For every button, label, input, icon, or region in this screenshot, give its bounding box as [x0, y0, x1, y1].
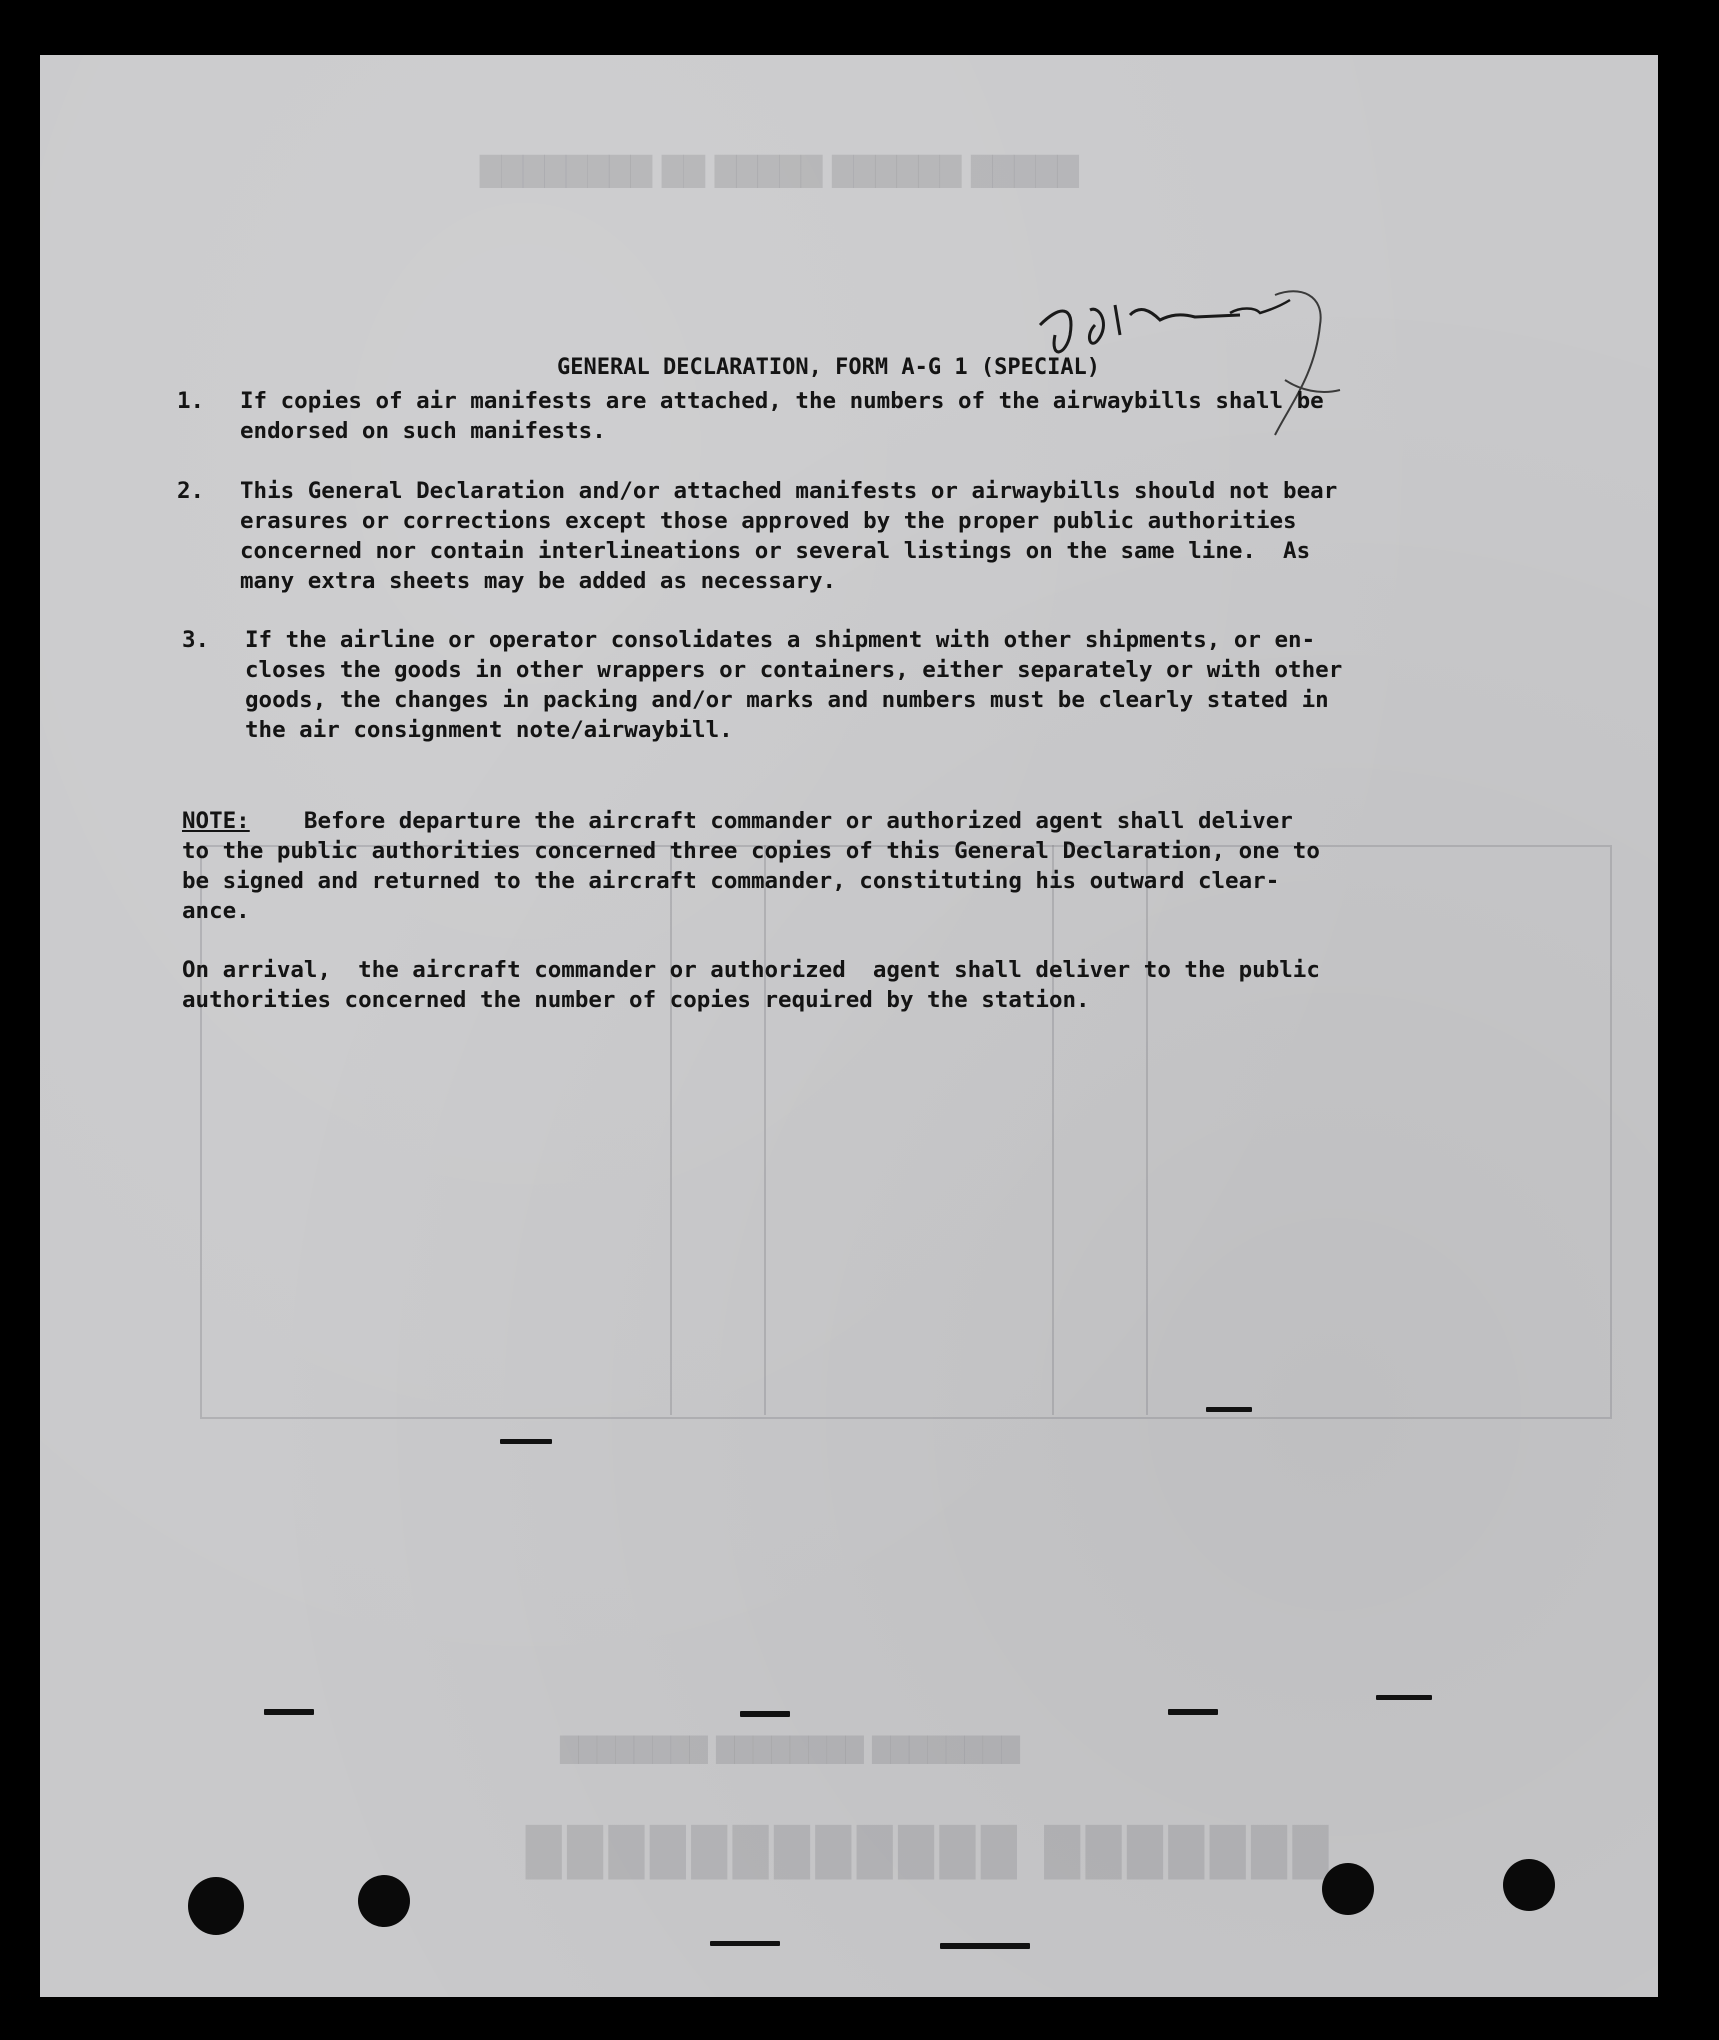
bleed-through-table	[200, 845, 1612, 1419]
item-line: This General Declaration and/or attached manifests or airwaybills should not bear	[240, 478, 1338, 504]
note-first-line	[182, 806, 1293, 836]
bleed-through-text: █████ ██████ █████ ██ ████████	[480, 155, 1079, 188]
note-label: NOTE:	[182, 808, 250, 834]
ink-speck	[940, 1943, 1030, 1949]
ink-speck	[264, 1709, 314, 1715]
document-page	[40, 55, 1658, 1997]
bleed-through-rule	[670, 845, 672, 1415]
item-number: 2.	[177, 478, 205, 504]
bleed-through-text: ████████ ████████ ████████	[560, 1735, 1020, 1764]
ink-speck	[1206, 1407, 1252, 1412]
item-line: closes the goods in other wrappers or containers, either separately or with other	[245, 657, 1343, 683]
item-line: endorsed on such manifests.	[240, 418, 606, 444]
item-line: If copies of air manifests are attached, the numbers of the airwaybills shall be	[240, 388, 1324, 414]
ink-speck	[1376, 1695, 1432, 1700]
ink-speck	[1168, 1709, 1218, 1715]
ink-speck	[710, 1941, 780, 1946]
item-line: concerned nor contain interlineations or several listings on the same line. As	[240, 538, 1311, 564]
item-line: the air consignment note/airwaybill.	[245, 717, 733, 743]
punch-hole	[358, 1875, 410, 1927]
arrival-line: authorities concerned the number of copies required by the station.	[182, 987, 1090, 1013]
note-line: be signed and returned to the aircraft commander, constituting his outward clear-	[182, 868, 1280, 894]
ink-speck	[500, 1439, 552, 1444]
bleed-through-text: ███████ ████████████	[520, 1825, 1329, 1879]
bleed-through-rule	[1052, 845, 1054, 1415]
ink-speck	[740, 1711, 790, 1717]
bleed-through-rule	[1146, 845, 1148, 1415]
punch-hole	[1503, 1859, 1555, 1911]
punch-hole	[1322, 1863, 1374, 1915]
arrival-line: On arrival, the aircraft commander or authorized agent shall deliver to the public	[182, 957, 1320, 983]
bleed-through-rule	[764, 845, 766, 1415]
item-number: 1.	[177, 388, 205, 414]
item-line: If the airline or operator consolidates a shipment with other shipments, or en-	[245, 627, 1316, 653]
note-line: ance.	[182, 898, 250, 924]
item-line: erasures or corrections except those approved by the proper public authorities	[240, 508, 1297, 534]
item-line: goods, the changes in packing and/or marks and numbers must be clearly stated in	[245, 687, 1329, 713]
note-first-line-text: Before departure the aircraft commander or authorized agent shall deliver	[249, 808, 1293, 834]
item-line: many extra sheets may be added as necessary.	[240, 568, 837, 594]
document-title: GENERAL DECLARATION, FORM A-G 1 (SPECIAL)	[557, 355, 1101, 380]
item-number: 3.	[182, 627, 210, 653]
punch-hole	[188, 1877, 244, 1935]
note-line: to the public authorities concerned three copies of this General Declaration, one to	[182, 838, 1320, 864]
